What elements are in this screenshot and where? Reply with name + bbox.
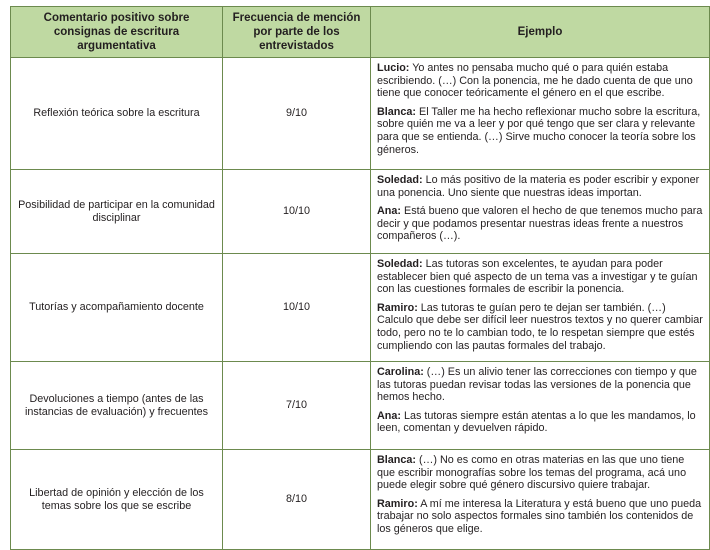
- quote-text: Yo antes no pensaba mucho qué o para quién estaba escribiendo. (…) Con la ponencia, me he dado cuenta de que uno tiene que conocer teóricamente el género en el que escribe.: [377, 62, 693, 100]
- examples-cell: [371, 450, 710, 550]
- speaker-name: Ramiro:: [377, 497, 418, 510]
- header-example: Ejemplo: [371, 7, 710, 58]
- table-row: [11, 58, 710, 170]
- quote-text: (…) No es como en otras materias en las que uno tiene que escribir monografías sobre los temas del programa, acá uno puede elegir sobre qué género discursivo quiere trabajar.: [377, 454, 687, 492]
- quote-text: Las tutoras te guían pero te dejan ser también. (…) Calculo que debe ser difícil leer nuestros textos y no querer cambiar todo, pero no te lo cambian todo, te lo respetan siempre que estés cumpliendo con las pautas formales del trabajo.: [377, 301, 703, 352]
- topic-cell: Devoluciones a tiempo (antes de las instancias de evaluación) y frecuentes: [11, 362, 223, 450]
- quote: [377, 258, 703, 296]
- quote: [377, 106, 703, 156]
- quote-text: Está bueno que valoren el hecho de que tenemos mucho para decir y que podamos presentar nuestras ideas frente a nuestros compañeros (…).: [377, 205, 703, 243]
- quote-text: Las tutoras siempre están atentas a lo que les mandamos, lo leen, comentan y devuelven rápido.: [377, 409, 696, 435]
- comments-table: [10, 6, 710, 550]
- topic-cell: Tutorías y acompañamiento docente: [11, 254, 223, 362]
- quote: [377, 454, 703, 492]
- quote: [377, 498, 703, 536]
- examples-cell: [371, 170, 710, 254]
- header-comment: Comentario positivo sobre consignas de escritura argumentativa: [11, 7, 223, 58]
- frequency-cell: 10/10: [223, 170, 371, 254]
- quote: [377, 62, 703, 100]
- table-row: [11, 254, 710, 362]
- quote: [377, 410, 703, 435]
- speaker-name: Soledad:: [377, 258, 423, 270]
- speaker-name: Blanca:: [377, 105, 417, 118]
- frequency-cell: 7/10: [223, 362, 371, 450]
- topic-cell: Posibilidad de participar en la comunidad disciplinar: [11, 170, 223, 254]
- quote: [377, 205, 703, 243]
- speaker-name: Carolina:: [377, 366, 424, 378]
- speaker-name: Ramiro:: [377, 301, 418, 314]
- topic-cell: Libertad de opinión y elección de los temas sobre los que se escribe: [11, 450, 223, 550]
- table-row: [11, 450, 710, 550]
- speaker-name: Lucio:: [377, 62, 410, 74]
- quote: [377, 174, 703, 199]
- speaker-name: Soledad:: [377, 174, 423, 186]
- quote-text: Las tutoras son excelentes, te ayudan para poder establecer bien qué aspecto de un tema vas a investigar y te guían con las cuestiones formales de escribir la ponencia.: [377, 258, 698, 296]
- examples-cell: [371, 58, 710, 170]
- quote: [377, 366, 703, 404]
- table-row: [11, 362, 710, 450]
- topic-cell: Reflexión teórica sobre la escritura: [11, 58, 223, 170]
- frequency-cell: 8/10: [223, 450, 371, 550]
- quote-text: El Taller me ha hecho reflexionar mucho sobre la escritura, sobre quién me va a leer y por qué tengo que ser clara y relevante para que se entienda. (…) Sirve mucho conocer la teoría sobre los géneros.: [377, 105, 701, 156]
- quote-text: Lo más positivo de la materia es poder escribir y exponer una ponencia. Uno siente que nuestras ideas importan.: [377, 174, 700, 199]
- quote-text: (…) Es un alivio tener las correcciones con tiempo y que las tutoras puedan revisar todas las versiones de la ponencia que hemos hecho.: [377, 366, 697, 404]
- frequency-cell: 9/10: [223, 58, 371, 170]
- header-frequency: Frecuencia de mención por parte de los entrevistados: [223, 7, 371, 58]
- frequency-cell: 10/10: [223, 254, 371, 362]
- table-row: [11, 170, 710, 254]
- speaker-name: Ana:: [377, 409, 401, 422]
- quote-text: A mí me interesa la Literatura y está bueno que uno pueda trabajar no solo aspectos formales sino también los contenidos de los géneros que elige.: [377, 497, 702, 535]
- header-row: [11, 7, 710, 58]
- examples-cell: [371, 362, 710, 450]
- speaker-name: Blanca:: [377, 454, 417, 466]
- examples-cell: [371, 254, 710, 362]
- speaker-name: Ana:: [377, 205, 401, 218]
- quote: [377, 302, 703, 352]
